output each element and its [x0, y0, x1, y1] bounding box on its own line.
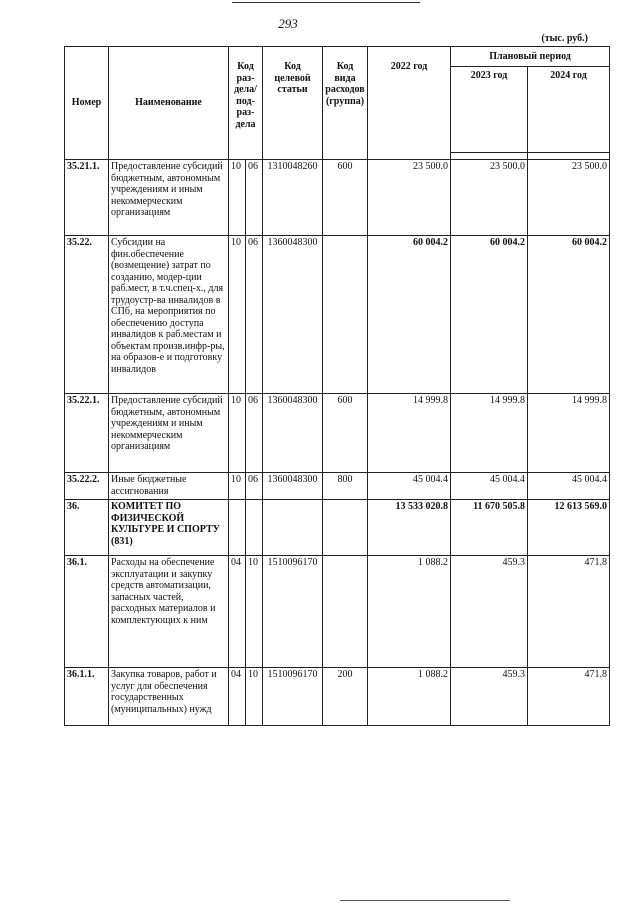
table-row: [65, 500, 610, 556]
row-2024: 12 613 569.0: [528, 500, 610, 556]
row-2024: 471.8: [528, 556, 610, 668]
col-header-number: Номер: [65, 47, 109, 160]
row-name: Предоставление субсидий бюджетным, автономным учреждениям и иным некоммерческим организациям: [109, 394, 229, 473]
row-target: 1310048260: [263, 160, 323, 236]
row-2023: 45 004.4: [451, 473, 528, 500]
row-section: 10: [229, 473, 246, 500]
table-row: [65, 473, 610, 500]
row-subsection: 06: [246, 394, 263, 473]
row-expense-type: 200: [323, 668, 368, 726]
row-expense-type: [323, 556, 368, 668]
row-2023: 23 500.0: [451, 160, 528, 236]
row-name: Субсидии на фин.обеспечение (возмещение) затрат по созданию, модер-ции раб.мест, в т.ч.спец-х., для трудоустр-ва инвалидов в СПб, на мероприятия по обеспечению доступа инвалидов к раб.местам и объектам произв.инфр-ры, на образов-е и подготовку инвалидов: [109, 236, 229, 394]
row-subsection: 06: [246, 236, 263, 394]
table-row: [65, 668, 610, 726]
row-2023: 459.3: [451, 668, 528, 726]
bottom-rule: [340, 900, 510, 902]
table-row: [65, 556, 610, 668]
col-header-name: Наименование: [109, 47, 229, 160]
row-2023: 11 670 505.8: [451, 500, 528, 556]
row-target: 1360048300: [263, 473, 323, 500]
col-header-target: Код целевой статьи: [263, 47, 323, 160]
row-subsection: 10: [246, 556, 263, 668]
row-target: 1510096170: [263, 556, 323, 668]
page-number: 293: [278, 16, 298, 31]
row-target: 1510096170: [263, 668, 323, 726]
row-section: 10: [229, 160, 246, 236]
row-expense-type: [323, 236, 368, 394]
row-expense-type: 600: [323, 160, 368, 236]
col-header-2023: 2023 год: [451, 67, 528, 153]
table-row: [65, 236, 610, 394]
row-subsection: 10: [246, 668, 263, 726]
row-number: 36.: [65, 500, 109, 556]
row-2022: 1 088.2: [368, 556, 451, 668]
row-subsection: 06: [246, 473, 263, 500]
col-header-planned-period: Плановый период: [451, 47, 610, 67]
row-name: КОМИТЕТ ПО ФИЗИЧЕСКОЙ КУЛЬТУРЕ И СПОРТУ (831): [109, 500, 229, 556]
row-2022: 60 004.2: [368, 236, 451, 394]
row-2022: 13 533 020.8: [368, 500, 451, 556]
row-target: 1360048300: [263, 236, 323, 394]
units-label: (тыс. руб.): [541, 33, 588, 44]
row-number: 35.21.1.: [65, 160, 109, 236]
row-name: Иные бюджетные ассигнования: [109, 473, 229, 500]
row-2024: 60 004.2: [528, 236, 610, 394]
top-rule: [232, 2, 420, 4]
row-2024: 471.8: [528, 668, 610, 726]
row-subsection: 06: [246, 160, 263, 236]
row-number: 35.22.1.: [65, 394, 109, 473]
row-expense-type: [323, 500, 368, 556]
row-target: [263, 500, 323, 556]
row-section: 10: [229, 394, 246, 473]
budget-table: [64, 46, 610, 726]
row-number: 36.1.1.: [65, 668, 109, 726]
row-2024: 45 004.4: [528, 473, 610, 500]
row-2022: 1 088.2: [368, 668, 451, 726]
row-target: 1360048300: [263, 394, 323, 473]
row-name: Закупка товаров, работ и услуг для обеспечения государственных (муниципальных) нужд: [109, 668, 229, 726]
row-section: [229, 500, 246, 556]
row-name: Предоставление субсидий бюджетным, автономным учреждениям и иным некоммерческим организациям: [109, 160, 229, 236]
row-2023: 459.3: [451, 556, 528, 668]
row-name: Расходы на обеспечение эксплуатации и закупку средств автоматизации, запасных частей, расходных материалов и комплектующих к ним: [109, 556, 229, 668]
row-number: 36.1.: [65, 556, 109, 668]
row-section: 04: [229, 668, 246, 726]
row-expense-type: 800: [323, 473, 368, 500]
row-2022: 23 500.0: [368, 160, 451, 236]
row-2022: 14 999.8: [368, 394, 451, 473]
row-2024: 14 999.8: [528, 394, 610, 473]
row-2024: 23 500.0: [528, 160, 610, 236]
row-section: 04: [229, 556, 246, 668]
row-number: 35.22.2.: [65, 473, 109, 500]
row-2023: 60 004.2: [451, 236, 528, 394]
row-number: 35.22.: [65, 236, 109, 394]
table-row: [65, 394, 610, 473]
table-row: [65, 160, 610, 236]
row-expense-type: 600: [323, 394, 368, 473]
row-2022: 45 004.4: [368, 473, 451, 500]
row-subsection: [246, 500, 263, 556]
col-header-2024: 2024 год: [528, 67, 610, 153]
col-header-section: Код раз-дела/ под-раз-дела: [229, 47, 263, 160]
col-header-expense-type: Код вида расходов (группа): [323, 47, 368, 160]
col-header-2022: 2022 год: [368, 47, 451, 160]
row-2023: 14 999.8: [451, 394, 528, 473]
row-section: 10: [229, 236, 246, 394]
